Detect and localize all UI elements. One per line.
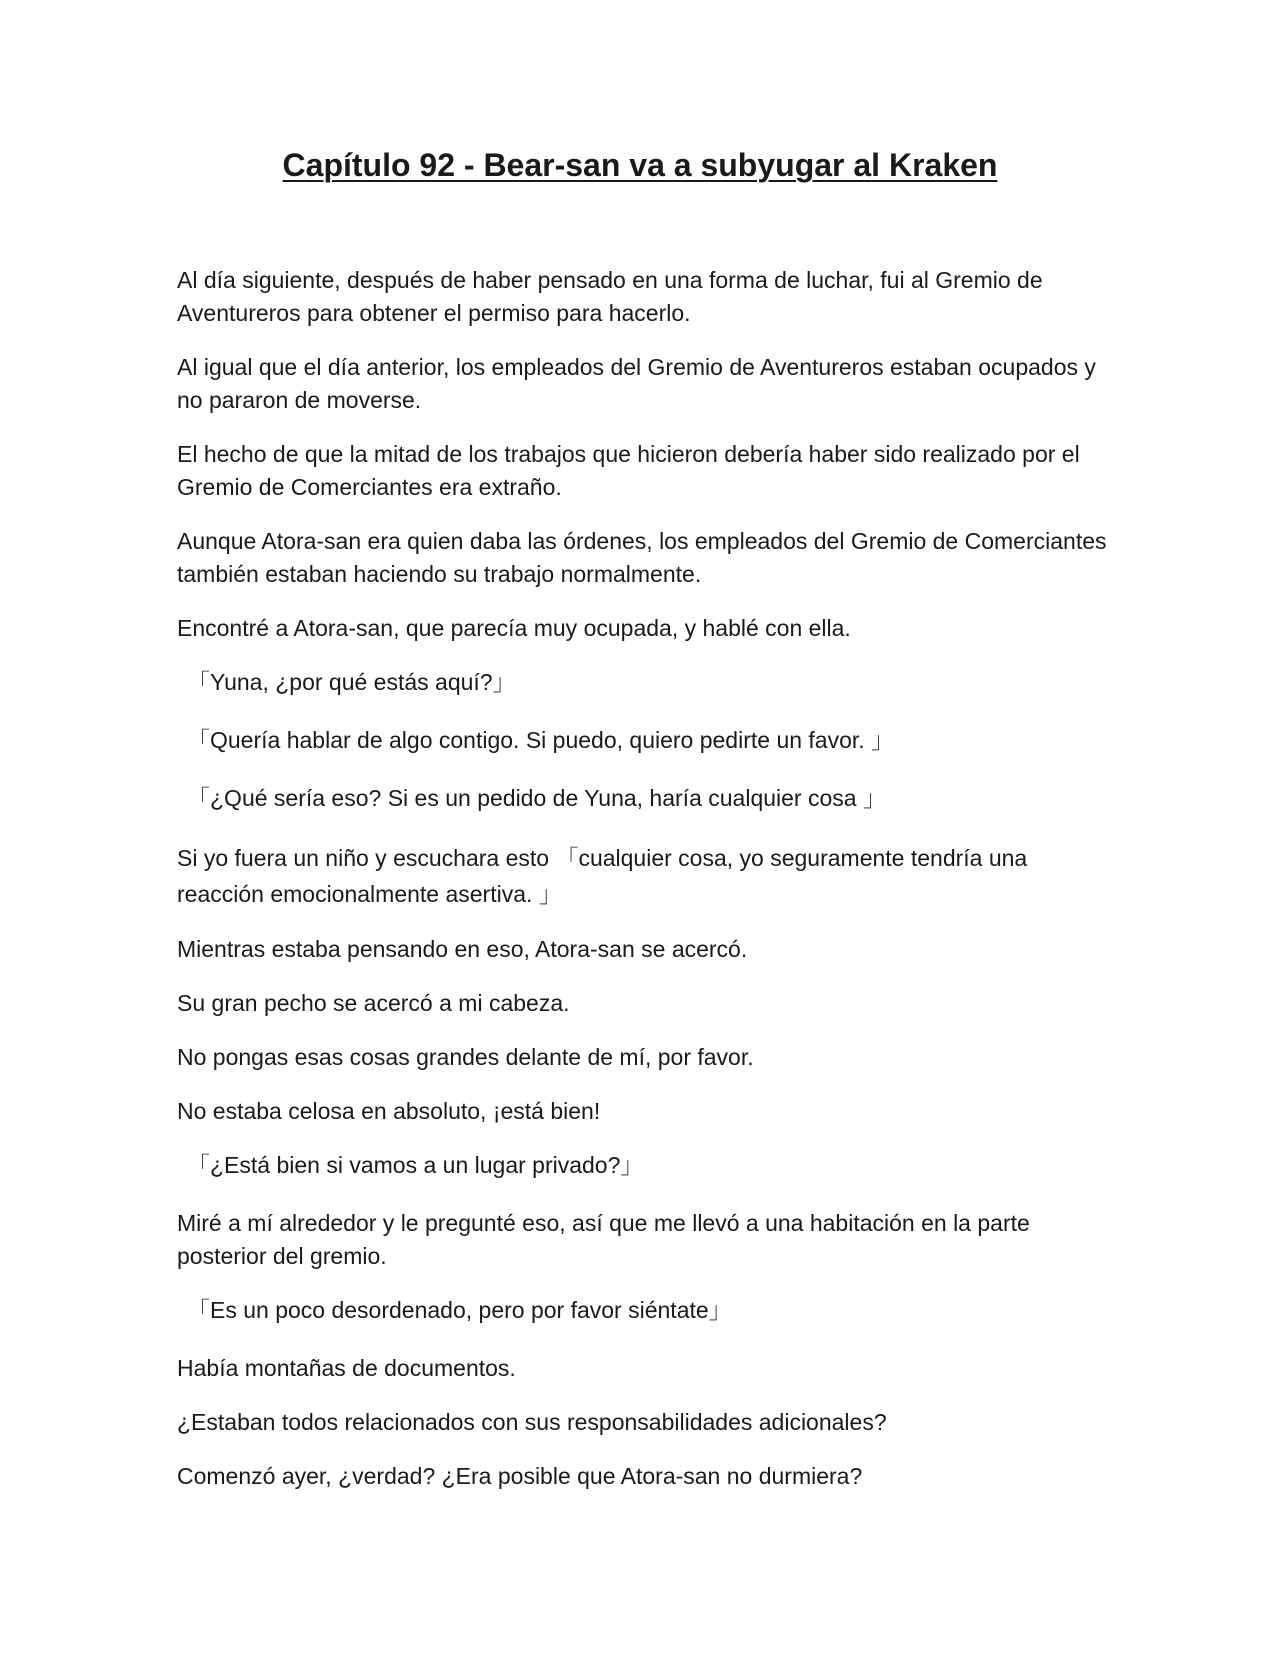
paragraph: Al día siguiente, después de haber pensado en una forma de luchar, fui al Gremio de Aventureros para obtener el permiso para hacerlo. [177, 267, 1043, 326]
dialog-line: 「¿Qué sería eso? Si es un pedido de Yuna, haría cualquier cosa 」 [187, 785, 886, 811]
document-body [177, 264, 1107, 1514]
paragraph: Al igual que el día anterior, los empleados del Gremio de Aventureros estaban ocupados y no pararon de moverse. [177, 354, 1096, 413]
paragraph: Si yo fuera un niño y escuchara esto 「cualquier cosa, yo seguramente tendría una reacción emocionalmente asertiva. 」 [177, 845, 1028, 907]
paragraph: No pongas esas cosas grandes delante de mí, por favor. [177, 1044, 754, 1070]
dialog-line: 「¿Está bien si vamos a un lugar privado?」 [187, 1152, 644, 1178]
paragraph: Comenzó ayer, ¿verdad? ¿Era posible que Atora-san no durmiera? [177, 1463, 863, 1489]
dialog-line: 「Quería hablar de algo contigo. Si puedo, quiero pedirte un favor. 」 [187, 727, 895, 753]
chapter-title: Capítulo 92 - Bear-san va a subyugar al Kraken [282, 147, 998, 183]
paragraph: Había montañas de documentos. [177, 1355, 516, 1381]
paragraph: Miré a mí alrededor y le pregunté eso, así que me llevó a una habitación en la parte posterior del gremio. [177, 1210, 1030, 1269]
paragraph: Aunque Atora-san era quien daba las órdenes, los empleados del Gremio de Comerciantes también estaban haciendo su trabajo normalmente. [177, 528, 1107, 587]
paragraph: Mientras estaba pensando en eso, Atora-san se acercó. [177, 936, 748, 962]
dialog-line: 「Yuna, ¿por qué estás aquí?」 [187, 669, 516, 695]
paragraph: El hecho de que la mitad de los trabajos que hicieron debería haber sido realizado por el Gremio de Comerciantes era extraño. [177, 441, 1080, 500]
paragraph: ¿Estaban todos relacionados con sus responsabilidades adicionales? [177, 1409, 887, 1435]
paragraph: No estaba celosa en absoluto, ¡está bien! [177, 1098, 601, 1124]
paragraph: Su gran pecho se acercó a mi cabeza. [177, 990, 570, 1016]
dialog-line: 「Es un poco desordenado, pero por favor siéntate」 [187, 1297, 732, 1323]
paragraph: Encontré a Atora-san, que parecía muy ocupada, y hablé con ella. [177, 615, 851, 641]
